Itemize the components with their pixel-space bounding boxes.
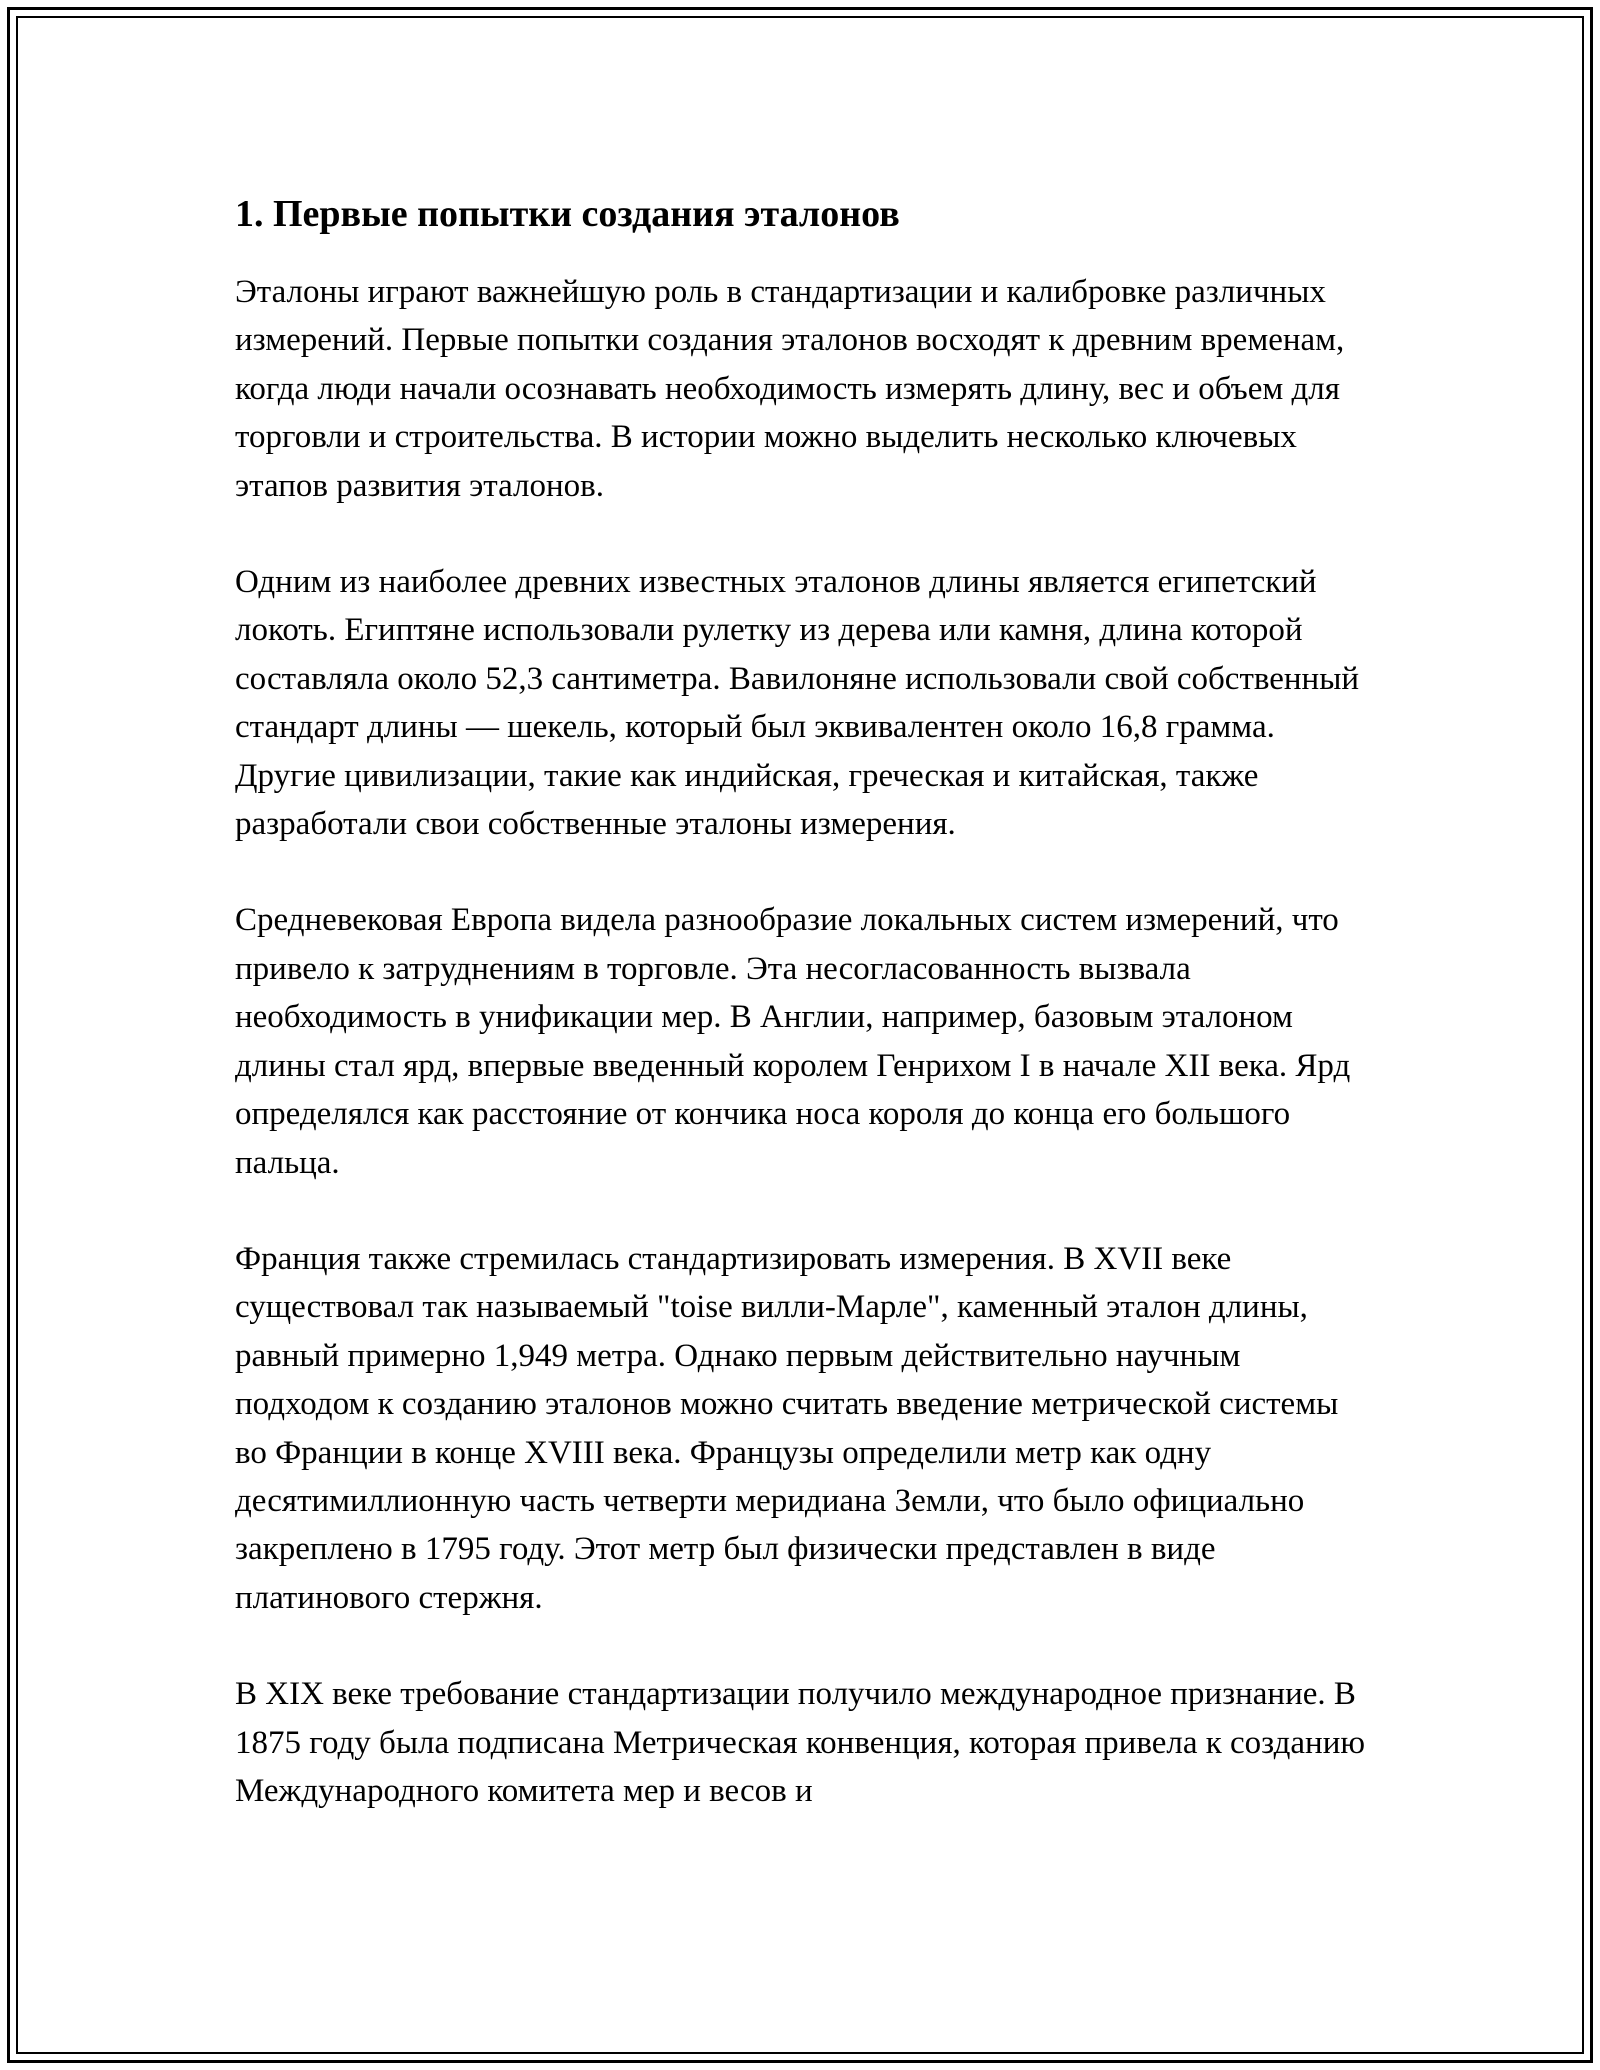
paragraph-1: Эталоны играют важнейшую роль в стандартизации и калибровке различных измерений. Первые попытки создания эталонов восходят к древним временам, когда люди начали осознавать необходимость измерять длину, вес и объем для торговли и строительства. В истории можно выделить несколько ключевых этапов развития эталонов. bbox=[235, 274, 1345, 504]
paragraph-2: Одним из наиболее древних известных эталонов длины является египетский локоть. Египтяне использовали рулетку из дерева или камня, длина которой составляла около 52,3 сантиметра. Вавилоняне использовали свой собственный стандарт длины — шекель, который был эквивалентен около 16,8 грамма. Другие цивилизации, такие как индийская, греческая и китайская, также разработали свои собственные эталоны измерения. bbox=[235, 564, 1360, 843]
paragraph-3: Средневековая Европа видела разнообразие локальных систем измерений, что привело к затруднениям в торговле. Эта несогласованность вызвала необходимость в унификации мер. В Англии, например, базовым эталоном длины стал ярд, впервые введенный королем Генрихом I в начале XII века. Ярд определялся как расстояние от кончика носа короля до конца его большого пальца. bbox=[235, 902, 1351, 1181]
document-body bbox=[235, 186, 1370, 1863]
paragraph-5: В XIX веке требование стандартизации получило международное признание. В 1875 году была подписана Метрическая конвенция, которая привела к созданию Международного комитета мер и весов и bbox=[235, 1676, 1366, 1809]
paragraph-4: Франция также стремилась стандартизировать измерения. В XVII веке существовал так называемый "toise вилли-Марле", каменный эталон длины, равный примерно 1,949 метра. Однако первым действительно научным подходом к созданию эталонов можно считать введение метрической системы во Франции в конце XVIII века. Французы определили метр как одну десятимиллионную часть четверти меридиана Земли, что было официально закреплено в 1795 году. Этот метр был физически представлен в виде платинового стержня. bbox=[235, 1240, 1339, 1616]
section-heading: 1. Первые попытки создания эталонов bbox=[235, 193, 900, 235]
